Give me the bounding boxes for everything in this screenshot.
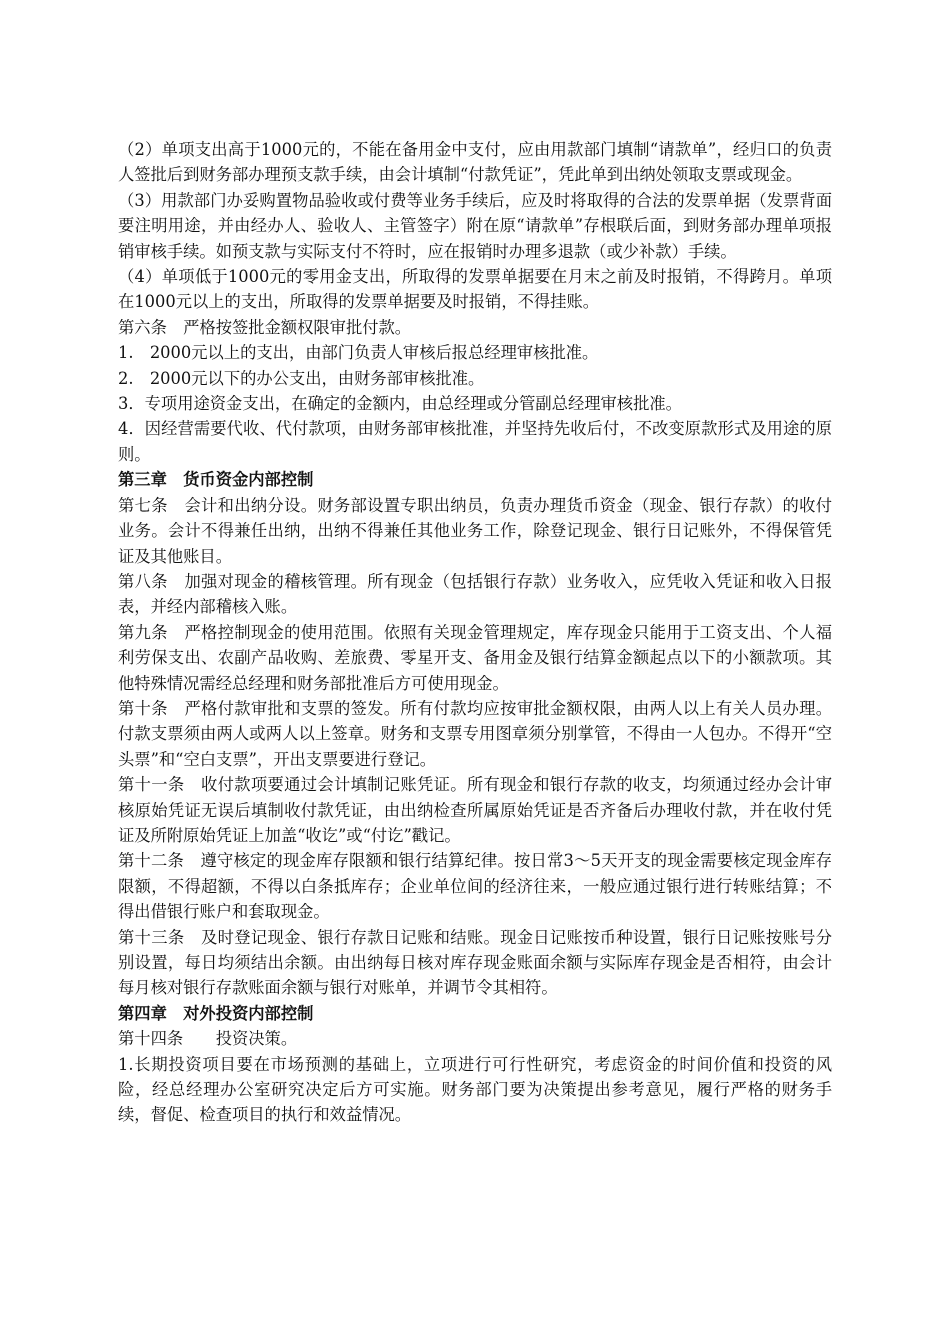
article-11: 第十一条 收付款项要通过会计填制记账凭证。所有现金和银行存款的收支，均须通过经办会计审核原始凭证无误后填制收付款凭证，由出纳检查所属原始凭证是否齐备后办理收付款，并在收付凭证及所附原始凭证上加盖“收讫”或“付讫”戳记。 bbox=[118, 775, 832, 845]
article-13: 第十三条 及时登记现金、银行存款日记账和结账。现金日记账按币种设置，银行日记账按账号分别设置，每日均须结出余额。由出纳每日核对库存现金账面余额与实际库存现金是否相符，由会计每月核对银行存款账面余额与银行对账单，并调节令其相符。 bbox=[118, 927, 832, 998]
paragraph-item-4: （4）单项低于1000元的零用金支出，所取得的发票单据要在月末之前及时报销，不得跨月。单项在1000元以上的支出，所取得的发票单据要及时报销，不得挂账。 bbox=[118, 267, 832, 312]
paragraph-item-2: （2）单项支出高于1000元的，不能在备用金中支付，应由用款部门填制“请款单”，经归口的负责人签批后到财务部办理预支款手续，由会计填制“付款凭证”，凭此单到出纳处领取支票或现金。 bbox=[118, 140, 832, 185]
list-item-3: 3．专项用途资金支出，在确定的金额内，由总经理或分管副总经理审核批准。 bbox=[118, 394, 682, 414]
list-item-2: 2. 2000元以下的办公支出，由财务部审核批准。 bbox=[118, 368, 485, 388]
article-7: 第七条 会计和出纳分设。财务部设置专职出纳员，负责办理货币资金（现金、银行存款）的收付业务。会计不得兼任出纳，出纳不得兼任其他业务工作，除登记现金、银行日记账外，不得保管凭证及其他账目。 bbox=[118, 495, 832, 566]
investment-item-1: 1.长期投资项目要在市场预测的基础上，立项进行可行性研究，考虑资金的时间价值和投资的风险，经总经理办公室研究决定后方可实施。财务部门要为决策提出参考意见，履行严格的财务手续，督促、检查项目的执行和效益情况。 bbox=[118, 1054, 832, 1125]
chapter-4-heading: 第四章 对外投资内部控制 bbox=[118, 1003, 314, 1023]
article-14: 第十四条 投资决策。 bbox=[118, 1029, 298, 1049]
article-9: 第九条 严格控制现金的使用范围。依照有关现金管理规定，库存现金只能用于工资支出、个人福利劳保支出、农副产品收购、差旅费、零星开支、备用金及银行结算金额起点以下的小额款项。其他特殊情况需经总经理和财务部批准后方可使用现金。 bbox=[118, 622, 832, 693]
paragraph-item-3: （3）用款部门办妥购置物品验收或付费等业务手续后，应及时将取得的合法的发票单据（发票背面要注明用途，并由经办人、验收人、主管签字）附在原“请款单”存根联后面，到财务部办理单项报销审核手续。如预支款与实际支付不符时，应在报销时办理多退款（或少补款）手续。 bbox=[118, 190, 832, 261]
article-10: 第十条 严格付款审批和支票的签发。所有付款均应按审批金额权限，由两人以上有关人员办理。付款支票须由两人或两人以上签章。财务和支票专用图章须分别掌管，不得由一人包办。不得开“空头票”和“空白支票”，开出支票要进行登记。 bbox=[118, 698, 832, 769]
document-page bbox=[118, 137, 832, 1128]
article-6: 第六条 严格按签批金额权限审批付款。 bbox=[118, 317, 412, 337]
list-item-4: 4．因经营需要代收、代付款项，由财务部审核批准，并坚持先收后付，不改变原款形式及用途的原则。 bbox=[118, 419, 832, 464]
article-12: 第十二条 遵守核定的现金库存限额和银行结算纪律。按日常3～5天开支的现金需要核定现金库存限额，不得超额，不得以白条抵库存；企业单位间的经济往来，一般应通过银行进行转账结算；不得出借银行账户和套取现金。 bbox=[118, 851, 832, 922]
article-8: 第八条 加强对现金的稽核管理。所有现金（包括银行存款）业务收入，应凭收入凭证和收入日报表，并经内部稽核入账。 bbox=[118, 571, 832, 617]
chapter-3-heading: 第三章 货币资金内部控制 bbox=[118, 470, 314, 490]
list-item-1: 1. 2000元以上的支出，由部门负责人审核后报总经理审核批准。 bbox=[118, 343, 599, 363]
